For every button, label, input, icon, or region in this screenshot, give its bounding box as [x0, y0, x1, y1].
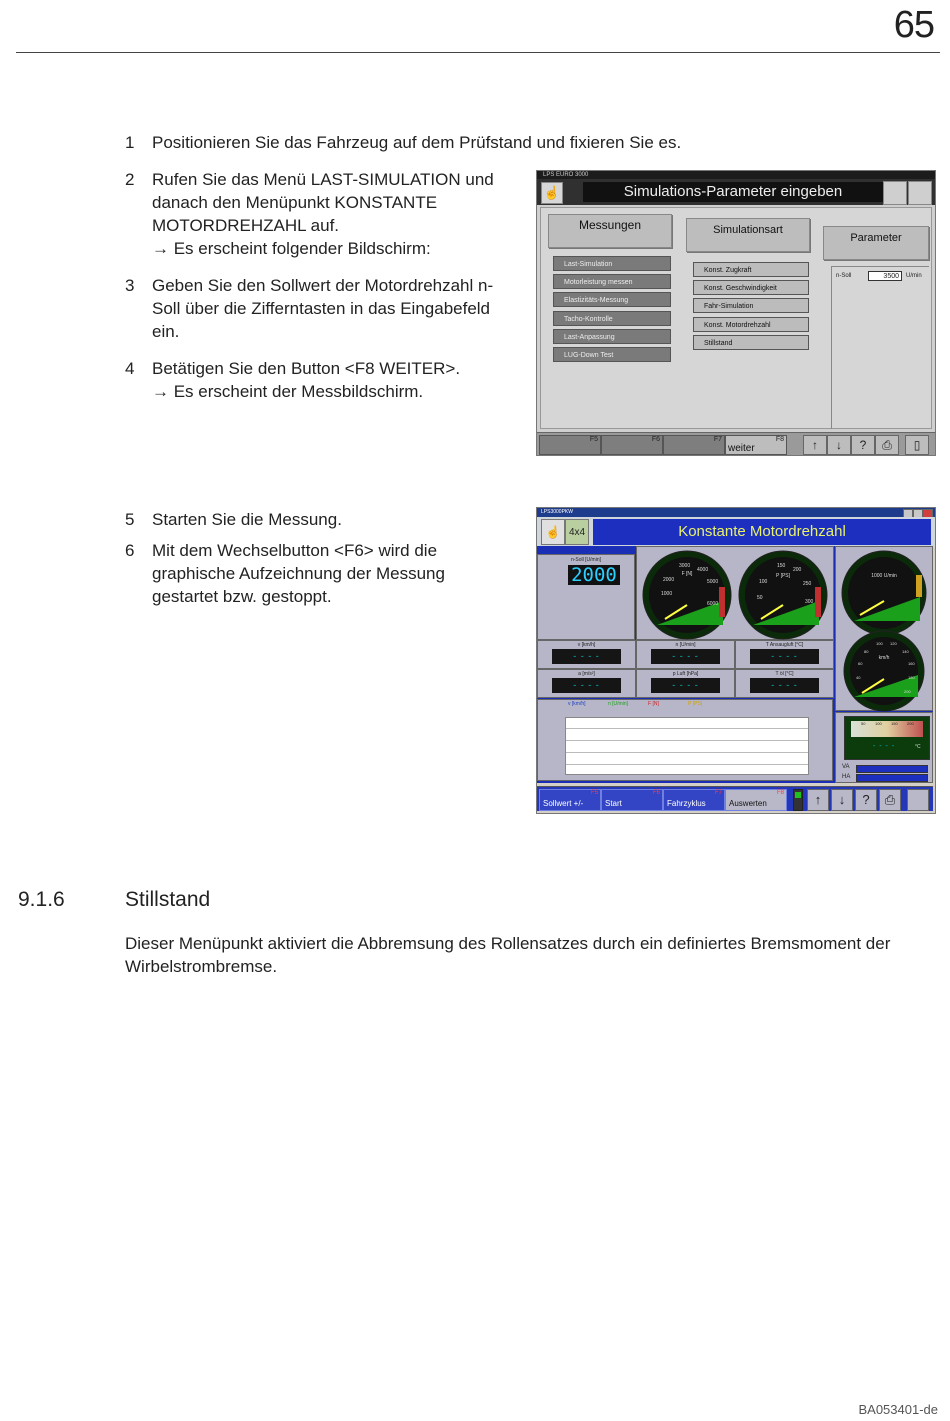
section-title: Stillstand: [125, 888, 211, 911]
function-key-code: F5: [590, 790, 598, 796]
speed-tick-2: 60: [858, 661, 863, 666]
va-label: VA: [842, 764, 850, 770]
step-line: danach den Menüpunkt KONSTANTE: [152, 193, 438, 212]
value-cell: [735, 640, 834, 669]
step-line: Rufen Sie das Menü LAST-SIMULATION und: [152, 170, 494, 189]
chart-legend-item: v [km/h]: [568, 701, 586, 707]
force-tick-4: 4000: [697, 567, 709, 573]
step-item: [125, 357, 460, 403]
step-line: Soll über die Zifferntasten in das Eingabefeld: [152, 299, 491, 318]
function-key-code: F8: [776, 790, 784, 796]
power-tick-6: 300: [805, 599, 814, 605]
power-tick-1: 50: [757, 595, 763, 601]
temp-value: - - - -: [873, 743, 896, 750]
step-text: [152, 131, 681, 154]
speed-tick-3: 80: [864, 649, 869, 654]
va-bar: [856, 765, 928, 773]
step-line: Positionieren Sie das Fahrzeug auf dem Prüfstand und fixieren Sie es.: [152, 133, 682, 152]
function-key-code: F7: [714, 790, 722, 796]
temp-and-axle-cell: [835, 712, 933, 783]
window-titlebar: [537, 508, 935, 517]
screen-title: Simulations-Parameter eingeben: [583, 182, 883, 202]
speed-tick-6: 140: [902, 649, 909, 654]
step-line: Mit dem Wechselbutton <F6> wird die: [152, 541, 438, 560]
value-display: - - - -: [651, 649, 720, 664]
param-input[interactable]: 3500: [868, 271, 902, 281]
header-rule: [16, 52, 940, 53]
step-text: [152, 539, 445, 608]
temperature-gauge: [844, 716, 930, 760]
function-key-code: F6: [652, 790, 660, 796]
exit-icon[interactable]: ▯: [905, 435, 929, 455]
f5-key: F5: [589, 436, 598, 443]
value-caption: a [m/s²]: [578, 671, 595, 677]
group-parameter: Parameter: [823, 226, 929, 260]
arrow-up-icon[interactable]: ↑: [803, 435, 827, 455]
force-power-gauges: [637, 547, 835, 641]
value-display: - - - -: [750, 649, 819, 664]
chart-legend-item: F [N]: [648, 701, 659, 707]
gauge-cell-force-power: [636, 546, 834, 640]
force-gauge-label: F [N]: [681, 571, 693, 577]
messungen-item[interactable]: LUG-Down Test: [553, 347, 671, 362]
value-cell: [636, 669, 735, 698]
f6-button[interactable]: [601, 435, 663, 455]
value-caption: p Luft [hPa]: [672, 671, 699, 677]
value-cell: [537, 640, 636, 669]
simulationsart-item[interactable]: Konst. Geschwindigkeit: [693, 280, 809, 295]
help-icon[interactable]: ?: [851, 435, 875, 455]
screen-title-bar: [537, 179, 935, 205]
param-label: n-Soll: [836, 273, 852, 279]
step-number: 2: [125, 170, 135, 189]
gauge-cell-rpm-speed: [835, 546, 933, 711]
screen-body: [540, 207, 932, 429]
step-number: 5: [125, 510, 135, 529]
step-line: MOTORDREHZAHL auf.: [152, 216, 340, 235]
value-caption: v [km/h]: [577, 642, 596, 648]
f7-button[interactable]: [663, 435, 725, 455]
function-key-button[interactable]: [663, 789, 725, 811]
function-key-label: Sollwert +/-: [543, 799, 584, 808]
temp-unit: °C: [915, 744, 921, 750]
power-gauge-label: P [PS]: [775, 573, 791, 579]
f3-button[interactable]: [908, 181, 932, 205]
step-number: 1: [125, 133, 135, 152]
exit-icon[interactable]: [907, 789, 929, 811]
f6-key: F6: [651, 436, 660, 443]
weiter-label: weiter: [728, 443, 755, 454]
step-line: Betätigen Sie den Button <F8 WEITER>.: [152, 359, 461, 378]
f5-button[interactable]: [539, 435, 601, 455]
force-gauge: [643, 551, 731, 639]
speed-tick-9: 200: [904, 689, 911, 694]
function-key-button[interactable]: [539, 789, 601, 811]
speed-tick-5: 120: [890, 641, 897, 646]
value-display: - - - -: [651, 678, 720, 693]
step-number: 4: [125, 359, 135, 378]
function-key-button[interactable]: [601, 789, 663, 811]
section-paragraph: Dieser Menüpunkt aktiviert die Abbremsung des Rollensatzes durch ein definiertes Bremsmoment der Wirbelstrombremse.: [125, 934, 891, 976]
print-icon[interactable]: ⎙: [879, 789, 901, 811]
step-item: [125, 168, 494, 260]
step-line: → Es erscheint folgender Bildschirm:: [152, 239, 431, 258]
simulationsart-item[interactable]: Konst. Zugkraft: [693, 262, 809, 277]
power-tick-2: 100: [759, 579, 768, 585]
value-display: - - - -: [552, 678, 621, 693]
f7-key: F7: [713, 436, 722, 443]
power-tick-3: 150: [777, 563, 786, 569]
simulationsart-item[interactable]: Stillstand: [693, 335, 809, 350]
step-line: → Es erscheint der Messbildschirm.: [152, 382, 424, 401]
step-text: [152, 357, 460, 403]
ha-label: HA: [842, 774, 851, 780]
force-tick-2: 2000: [663, 577, 675, 583]
chart-plot-area: [565, 717, 809, 775]
force-tick-1: 1000: [661, 591, 673, 597]
nsoll-caption: n-Soll [U/min]: [570, 557, 601, 563]
force-tick-6: 6000: [707, 601, 719, 607]
speed-tick-4: 100: [876, 641, 883, 646]
messungen-item[interactable]: Elastizitäts-Messung: [553, 292, 671, 307]
power-tick-4: 200: [793, 567, 802, 573]
messungen-item[interactable]: Last-Anpassung: [553, 329, 671, 344]
temp-tick-3: 150: [891, 721, 898, 726]
value-display: - - - -: [750, 678, 819, 693]
measurement-header: [537, 517, 935, 547]
value-cell: [735, 669, 834, 698]
step-line: Starten Sie die Messung.: [152, 510, 342, 529]
function-key-button[interactable]: [725, 789, 787, 811]
simulation-parameter-screenshot: [536, 170, 936, 456]
arrow-up-icon[interactable]: ↑: [807, 789, 829, 811]
document-id: BA053401-de: [858, 1402, 938, 1417]
group-simulationsart: Simulationsart: [686, 218, 810, 252]
temp-tick-4: 200: [907, 721, 914, 726]
step-line: gestartet bzw. gestoppt.: [152, 587, 332, 606]
force-tick-5: 5000: [707, 579, 719, 585]
rpm-gauge-label: 1000 U/min: [871, 573, 897, 579]
value-caption: n [U/min]: [675, 642, 696, 648]
function-key-bar: [537, 432, 935, 455]
f2-button[interactable]: [883, 181, 907, 205]
step-item: [125, 131, 681, 154]
value-caption: T öl [°C]: [775, 671, 794, 677]
app-topbar: LPS EURO 3000: [537, 171, 935, 179]
hand-icon[interactable]: ☝: [541, 182, 563, 204]
rpm-speed-gauges: [836, 547, 934, 712]
page-number: 65: [893, 4, 934, 46]
chart-legend-item: P [PS]: [688, 701, 703, 707]
temp-tick-1: 50: [861, 721, 866, 726]
speed-gauge-label: km/h: [878, 655, 890, 661]
print-icon[interactable]: ⎙: [875, 435, 899, 455]
step-line: ein.: [152, 322, 180, 341]
value-caption: T Ansaugluft [°C]: [765, 642, 804, 648]
simulationsart-item[interactable]: Konst. Motordrehzahl: [693, 317, 809, 332]
rpm-gauge: [842, 551, 926, 635]
chart-legend-item: n [U/min]: [608, 701, 629, 707]
param-unit: U/min: [906, 273, 922, 279]
force-tick-3: 3000: [679, 563, 691, 569]
step-item: [125, 508, 342, 531]
weiter-button[interactable]: [725, 435, 787, 455]
step-item: [125, 274, 493, 343]
speed-gauge: [844, 631, 924, 711]
function-key-label: Fahrzyklus: [667, 799, 706, 808]
measurement-function-bar: [537, 786, 933, 811]
value-display: - - - -: [552, 649, 621, 664]
messungen-item[interactable]: Motorleistung messen: [553, 274, 671, 289]
step-text: [152, 274, 493, 343]
speed-tick-8: 180: [908, 675, 915, 680]
window-title: LPS3000PKW: [541, 509, 573, 515]
function-key-label: Start: [605, 799, 622, 808]
nsoll-value: 2000: [568, 565, 620, 585]
speed-tick-1: 40: [856, 675, 861, 680]
step-line: graphische Aufzeichnung der Messung: [152, 564, 445, 583]
step-line: Geben Sie den Sollwert der Motordrehzahl n-: [152, 276, 494, 295]
recording-chart: [537, 699, 833, 781]
function-key-label: Auswerten: [729, 799, 767, 808]
f8-key: F8: [775, 436, 784, 443]
temp-tick-2: 100: [875, 721, 882, 726]
ha-bar: [856, 774, 928, 782]
step-item: [125, 539, 445, 608]
hand-icon[interactable]: ☝: [541, 519, 565, 545]
value-cell: [537, 669, 636, 698]
value-cell: [636, 640, 735, 669]
arrow-down-icon[interactable]: ↓: [831, 789, 853, 811]
arrow-down-icon[interactable]: ↓: [827, 435, 851, 455]
status-light: [793, 789, 803, 811]
simulationsart-item[interactable]: Fahr-Simulation: [693, 298, 809, 313]
help-icon[interactable]: ?: [855, 789, 877, 811]
speed-tick-7: 160: [908, 661, 915, 666]
group-messungen: Messungen: [548, 214, 672, 248]
parameter-panel: [831, 266, 929, 429]
step-number: 6: [125, 541, 135, 560]
power-gauge: [739, 551, 827, 639]
step-text: [152, 508, 342, 531]
nsoll-display: [537, 554, 635, 640]
measurement-title: Konstante Motordrehzahl: [593, 519, 931, 545]
power-tick-5: 250: [803, 581, 812, 587]
section-number: 9.1.6: [18, 888, 65, 911]
step-text: [152, 168, 494, 260]
messungen-item[interactable]: Tacho-Kontrolle: [553, 311, 671, 326]
step-number: 3: [125, 276, 135, 295]
messungen-item[interactable]: Last-Simulation: [553, 256, 671, 271]
four-wheel-button[interactable]: 4x4: [565, 519, 589, 545]
